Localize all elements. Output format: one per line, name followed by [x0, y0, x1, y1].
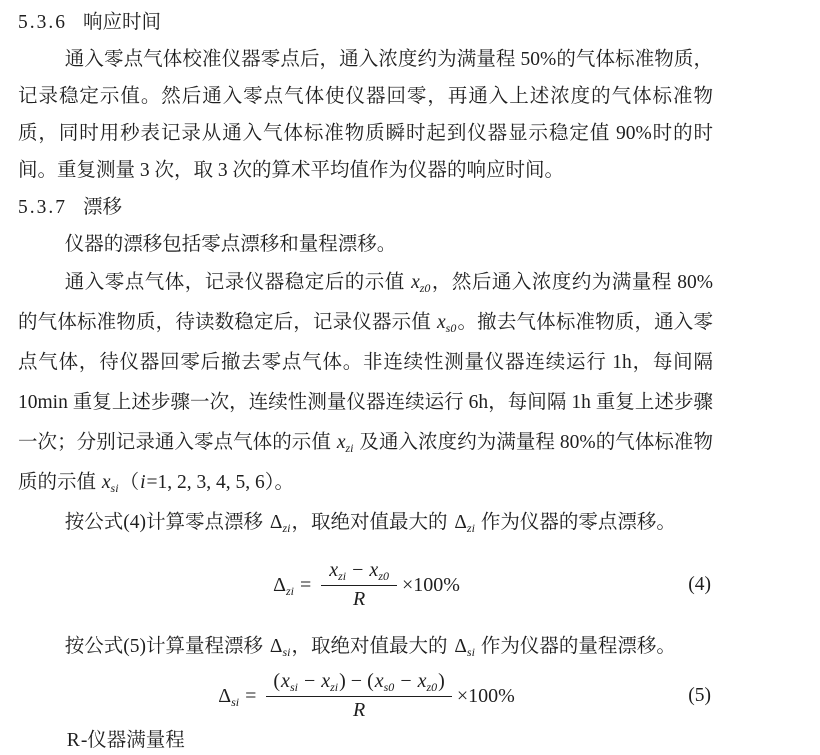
equation-5	[18, 667, 713, 725]
paragraph-response-time: 通入零点气体校准仪器零点后，通入浓度约为满量程 50%的气体标准物质，记录稳定示值。然后通入零点气体使仪器回零，再通入上述浓度的气体标准物质，同时用秒表记录从通入气体标准物质瞬时起到仪器显示稳定值 90%时的时间。重复测量 3 次，取 3 次的算术平均值作为仪器的响应时间。	[18, 49, 713, 181]
equation-5-number: (5)	[688, 685, 711, 706]
equation-4-numerator: $x_{zi} - x_{z0}$	[329, 559, 389, 584]
equation-5-numerator: $(x_{si} - x_{zi}) - (x_{s0} - x_{z0})$	[273, 670, 445, 695]
equation-4-body	[271, 559, 460, 611]
paragraph-formula5-intro: 按公式(5)计算量程漂移 $\Delta_{si}$，取绝对值最大的 $\Delta_{si}$ 作为仪器的量程漂移。	[64, 636, 676, 660]
section-title: 漂移	[83, 197, 123, 218]
equation-4-fraction	[321, 559, 397, 611]
section-heading-5-3-6	[18, 4, 713, 41]
paragraph-drift-procedure: 通入零点气体，记录仪器稳定后的示值 $x_{z0}$，然后通入浓度约为满量程 80%的气体标准物质，待读数稳定后，记录仪器示值 $x_{s0}$。撤去气体标准物质，通入零点气体，待仪器回零后撤去零点气体。非连续性测量仪器连续运行 1h，每间隔 10min 重复上述步骤一次，连续性测量仪器连续运行 6h，每间隔 1h 重复上述步骤一次；分别记录通入零点气体的示值 $x_{zi}$ 及通入浓度约为满量程 80%的气体标准物质的示值 $x_{si}(i=1$, 2, 3, 4, 5, 6）。	[18, 272, 713, 496]
section-number: 5.3.6	[18, 12, 67, 33]
equation-4-number: (4)	[688, 574, 711, 595]
equation-4-denominator: R	[321, 585, 397, 611]
equation-5-lhs: $\Delta_{si}$ =	[218, 684, 262, 709]
section-number: 5.3.7	[18, 197, 67, 218]
paragraph-drift-intro: 仪器的漂移包括零点漂移和量程漂移。	[64, 234, 397, 255]
equation-4-multiplier: ×100%	[401, 573, 460, 596]
equation-4-lhs: $\Delta_{zi}$ =	[273, 573, 317, 598]
equation-5-multiplier: ×100%	[456, 684, 515, 707]
section-heading-5-3-7	[18, 189, 713, 226]
section-title: 响应时间	[83, 12, 162, 33]
equation-5-denominator: R	[266, 696, 451, 722]
footnote-r-definition: R-仪器满量程	[66, 730, 185, 751]
paragraph-formula4-intro: 按公式(4)计算零点漂移 $\Delta_{zi}$，取绝对值最大的 $\Delta_{zi}$ 作为仪器的零点漂移。	[64, 512, 676, 536]
equation-4	[18, 543, 713, 627]
equation-5-body	[216, 670, 515, 722]
equation-5-fraction	[266, 670, 451, 722]
